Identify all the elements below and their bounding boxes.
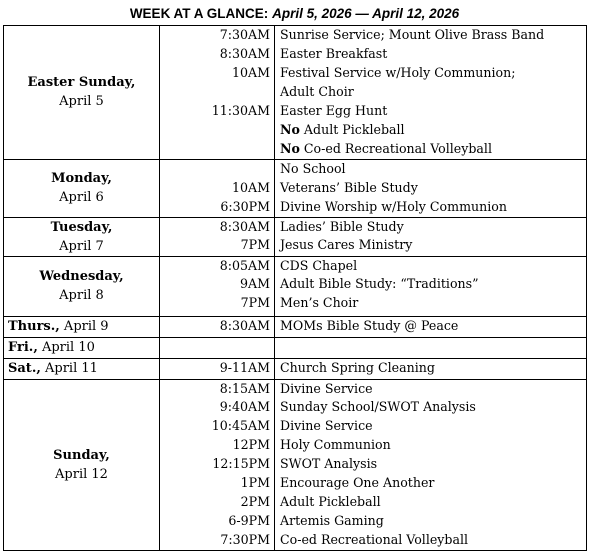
events-cell [275, 379, 587, 551]
event-item [280, 218, 586, 237]
day-date: April 8 [59, 288, 104, 304]
event-item [280, 160, 586, 179]
event-text: Veterans’ Bible Study [280, 179, 418, 195]
event-text: Holy Communion [280, 437, 391, 453]
event-text: No School [280, 160, 346, 176]
event-time: 7:30AM [219, 27, 270, 42]
day-name: Monday, [51, 171, 112, 187]
event-time: 6:30PM [220, 198, 270, 214]
day-cell [4, 316, 160, 337]
events-cell [275, 26, 587, 160]
event-time: 10AM [231, 179, 270, 195]
event-time: 8:30AM [219, 45, 270, 61]
times-cell [160, 358, 275, 379]
event-time [160, 160, 270, 179]
event-time [160, 83, 270, 102]
event-item [280, 26, 586, 45]
event-time: 8:30AM [219, 218, 270, 234]
day-name: Fri., [8, 340, 38, 356]
event-item [280, 45, 586, 64]
day-date: April 9 [59, 319, 109, 335]
event-item [280, 294, 586, 313]
event-time: 7PM [240, 237, 270, 253]
event-text: Co-ed Recreational Volleyball [299, 140, 492, 156]
event-time: 8:15AM [219, 380, 270, 396]
day-date: April 5 [59, 94, 104, 110]
event-time: 1PM [240, 475, 270, 491]
day-cell [4, 26, 160, 160]
times-cell [160, 379, 275, 551]
times-cell [160, 256, 275, 316]
event-text: Adult Choir [280, 83, 354, 99]
event-text: Sunrise Service; Mount Olive Brass Band [280, 27, 545, 42]
event-item [280, 474, 586, 493]
event-time: 9:40AM [219, 399, 270, 415]
events-cell [275, 159, 587, 217]
event-text: Divine Service [280, 380, 373, 396]
day-cell [4, 379, 160, 551]
day-row-fri [4, 337, 587, 358]
event-time: 11:30AM [211, 102, 270, 118]
event-text: Ladies’ Bible Study [280, 218, 404, 234]
event-item [280, 83, 586, 102]
event-text [280, 339, 284, 354]
event-text: SWOT Analysis [280, 456, 378, 472]
event-text: CDS Chapel [280, 257, 358, 273]
event-text: Men’s Choir [280, 295, 359, 311]
event-text: Adult Pickleball [299, 121, 405, 137]
event-time: 9AM [239, 276, 270, 292]
day-name: Sat., [8, 361, 41, 377]
event-time [160, 140, 270, 159]
event-text: MOMs Bible Study @ Peace [280, 318, 459, 334]
event-item [280, 121, 586, 140]
day-cell [4, 358, 160, 379]
day-name: Thurs., [8, 319, 60, 335]
event-item [280, 257, 586, 276]
event-text: Festival Service w/Holy Communion; [280, 64, 516, 80]
event-item [280, 512, 586, 531]
event-item [280, 338, 586, 357]
event-item [280, 179, 586, 198]
events-cell [275, 256, 587, 316]
times-cell [160, 26, 275, 160]
event-text: Sunday School/SWOT Analysis [280, 399, 476, 415]
day-cell [4, 159, 160, 217]
day-row-sun [4, 379, 587, 551]
day-date: April 11 [40, 361, 98, 377]
event-item [280, 64, 586, 83]
event-time [160, 338, 270, 357]
event-item [280, 417, 586, 436]
event-time: 8:30AM [219, 318, 270, 334]
day-name: Easter Sunday, [27, 75, 136, 91]
day-date: April 10 [37, 340, 95, 356]
event-time: 10AM [231, 64, 270, 80]
times-cell [160, 217, 275, 256]
schedule-body [4, 26, 587, 551]
event-text: Church Spring Cleaning [280, 360, 435, 376]
events-cell [275, 358, 587, 379]
event-text: Artemis Gaming [280, 513, 384, 529]
day-date: April 6 [59, 190, 104, 206]
event-item [280, 198, 586, 217]
day-row-sat [4, 358, 587, 379]
event-time: 8:05AM [219, 257, 270, 273]
events-cell [275, 217, 587, 256]
event-time [160, 121, 270, 140]
day-date: April 7 [59, 238, 104, 254]
event-item [280, 493, 586, 512]
day-cell [4, 337, 160, 358]
event-item [280, 102, 586, 121]
event-item [280, 398, 586, 417]
event-time: 2PM [240, 494, 270, 510]
page-title [0, 6, 589, 21]
event-item [280, 140, 586, 159]
day-name: Wednesday, [39, 269, 124, 285]
event-item [280, 236, 586, 255]
event-item [280, 380, 586, 399]
event-text: Adult Pickleball [280, 494, 381, 510]
event-text: Encourage One Another [280, 475, 435, 491]
event-item [280, 317, 586, 336]
event-time: 7:30PM [220, 532, 270, 548]
event-text: Jesus Cares Ministry [280, 237, 413, 253]
day-cell [4, 256, 160, 316]
day-row-easter [4, 26, 587, 160]
event-text: Easter Egg Hunt [280, 102, 388, 118]
event-time: 6-9PM [228, 513, 270, 529]
times-cell [160, 337, 275, 358]
event-time: 12PM [232, 437, 270, 453]
event-item [280, 359, 586, 378]
event-time: 9-11AM [219, 360, 270, 376]
event-time: 7PM [240, 295, 270, 311]
event-time: 10:45AM [211, 418, 270, 434]
event-text: Easter Breakfast [280, 45, 388, 61]
day-cell [4, 217, 160, 256]
week-schedule-table [3, 25, 587, 551]
event-emphasis: No [280, 121, 300, 137]
event-item [280, 455, 586, 474]
event-text: Adult Bible Study: “Traditions” [280, 276, 479, 292]
event-text: Divine Worship w/Holy Communion [280, 198, 507, 214]
title-label: WEEK AT A GLANCE: [129, 6, 269, 21]
day-name: Tuesday, [50, 219, 113, 235]
event-item [280, 275, 586, 294]
day-row-thu [4, 316, 587, 337]
day-row-tue [4, 217, 587, 256]
title-date-range: April 5, 2026 — April 12, 2026 [272, 6, 460, 21]
event-text: Divine Service [280, 418, 373, 434]
day-row-wed [4, 256, 587, 316]
event-emphasis: No [280, 140, 300, 156]
event-item [280, 531, 586, 550]
events-cell [275, 337, 587, 358]
event-time: 12:15PM [212, 456, 270, 472]
times-cell [160, 159, 275, 217]
day-name: Sunday, [53, 447, 110, 463]
day-row-mon [4, 159, 587, 217]
event-text: Co-ed Recreational Volleyball [280, 532, 469, 548]
events-cell [275, 316, 587, 337]
event-item [280, 436, 586, 455]
day-date: April 12 [55, 466, 108, 482]
times-cell [160, 316, 275, 337]
